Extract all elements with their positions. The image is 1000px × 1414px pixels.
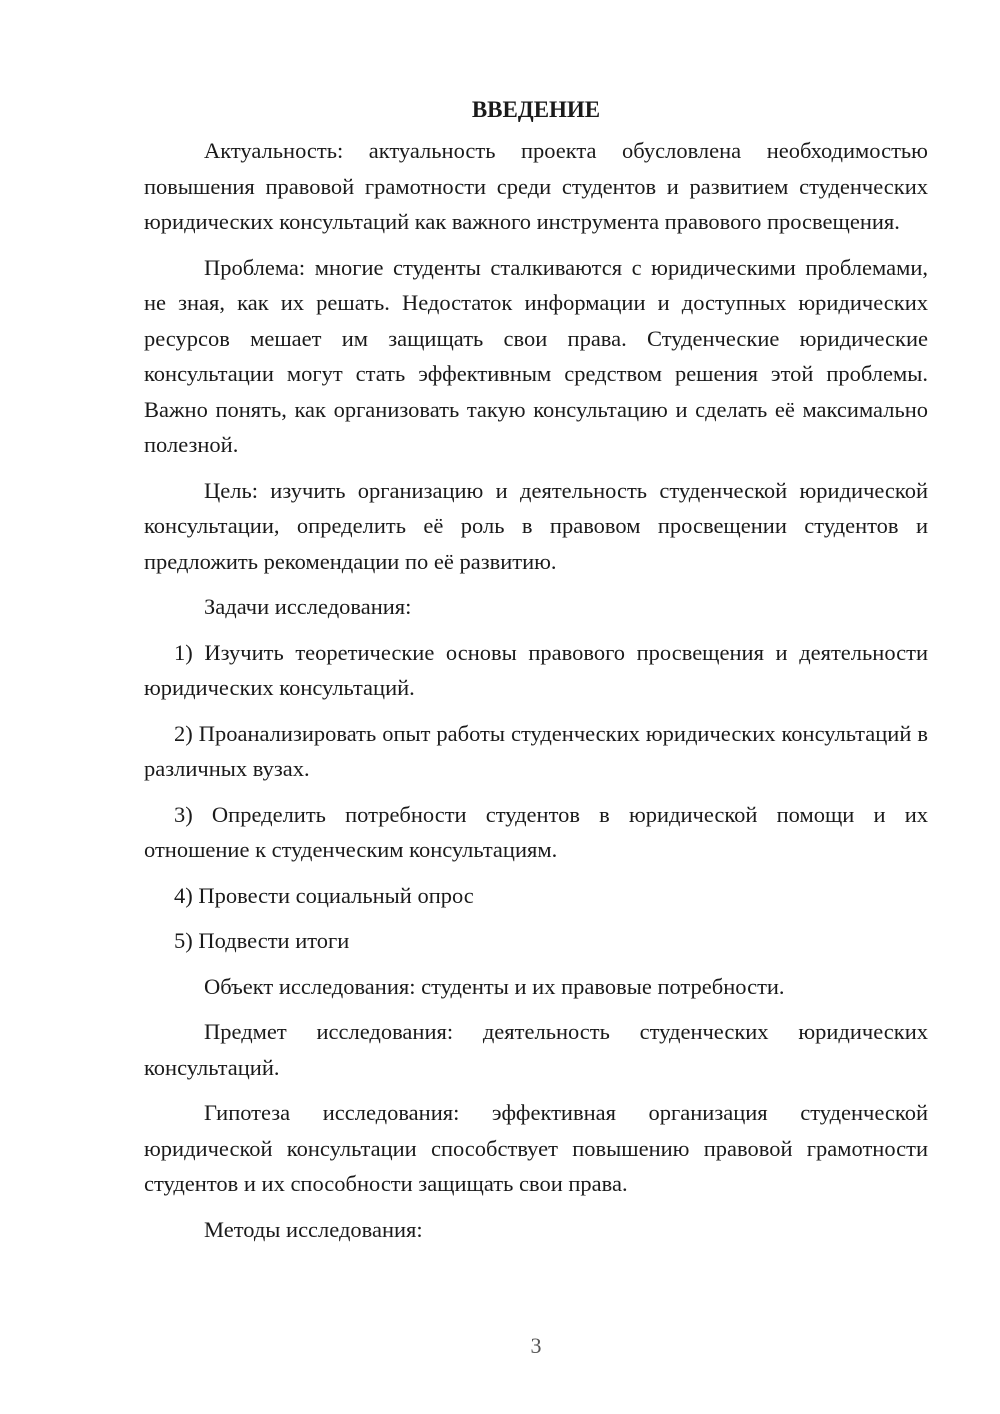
paragraph-object: Объект исследования: студенты и их правовые потребности.: [204, 973, 785, 999]
task-item-4: 4) Провести социальный опрос: [174, 882, 474, 908]
task-item-2: 2) Проанализировать опыт работы студенческих юридических консультаций в различных вузах.: [144, 720, 928, 781]
task-item-5: 5) Подвести итоги: [174, 928, 350, 953]
paragraph-goal: Цель: изучить организацию и деятельность студенческой юридической консультации, определить её роль в правовом просвещении студентов и предложить рекомендации по её развитию.: [144, 477, 928, 574]
paragraph-problem: Проблема: многие студенты сталкиваются с юридическими проблемами, не зная, как их решать. Недостаток информации и доступных юридических ресурсов мешает им защищать свои права. Студенческие юридические консультации могут стать эффективным средством решения этой проблемы. Важно понять, как организовать такую консультацию и сделать её максимально полезной.: [144, 254, 928, 457]
page-number: 3: [530, 1333, 542, 1358]
task-item-1: 1) Изучить теоретические основы правового просвещения и деятельности юридических консультаций.: [144, 639, 928, 700]
paragraph-relevance: Актуальность: актуальность проекта обусловлена необходимостью повышения правовой грамотности среди студентов и развитием студенческих юридических консультаций как важного инструмента правового просвещения.: [144, 138, 928, 234]
paragraph-subject: Предмет исследования: деятельность студенческих юридических консультаций.: [144, 1019, 928, 1080]
tasks-heading: Задачи исследования:: [204, 594, 412, 619]
task-item-3: 3) Определить потребности студентов в юридической помощи и их отношение к студенческим консультациям.: [144, 801, 928, 862]
page-title: ВВЕДЕНИЕ: [471, 97, 601, 122]
paragraph-hypothesis: Гипотеза исследования: эффективная организация студенческой юридической консультации способствует повышению правовой грамотности студентов и их способности защищать свои права.: [144, 1100, 928, 1196]
methods-heading: Методы исследования:: [204, 1216, 423, 1242]
page-content: [144, 92, 928, 1257]
